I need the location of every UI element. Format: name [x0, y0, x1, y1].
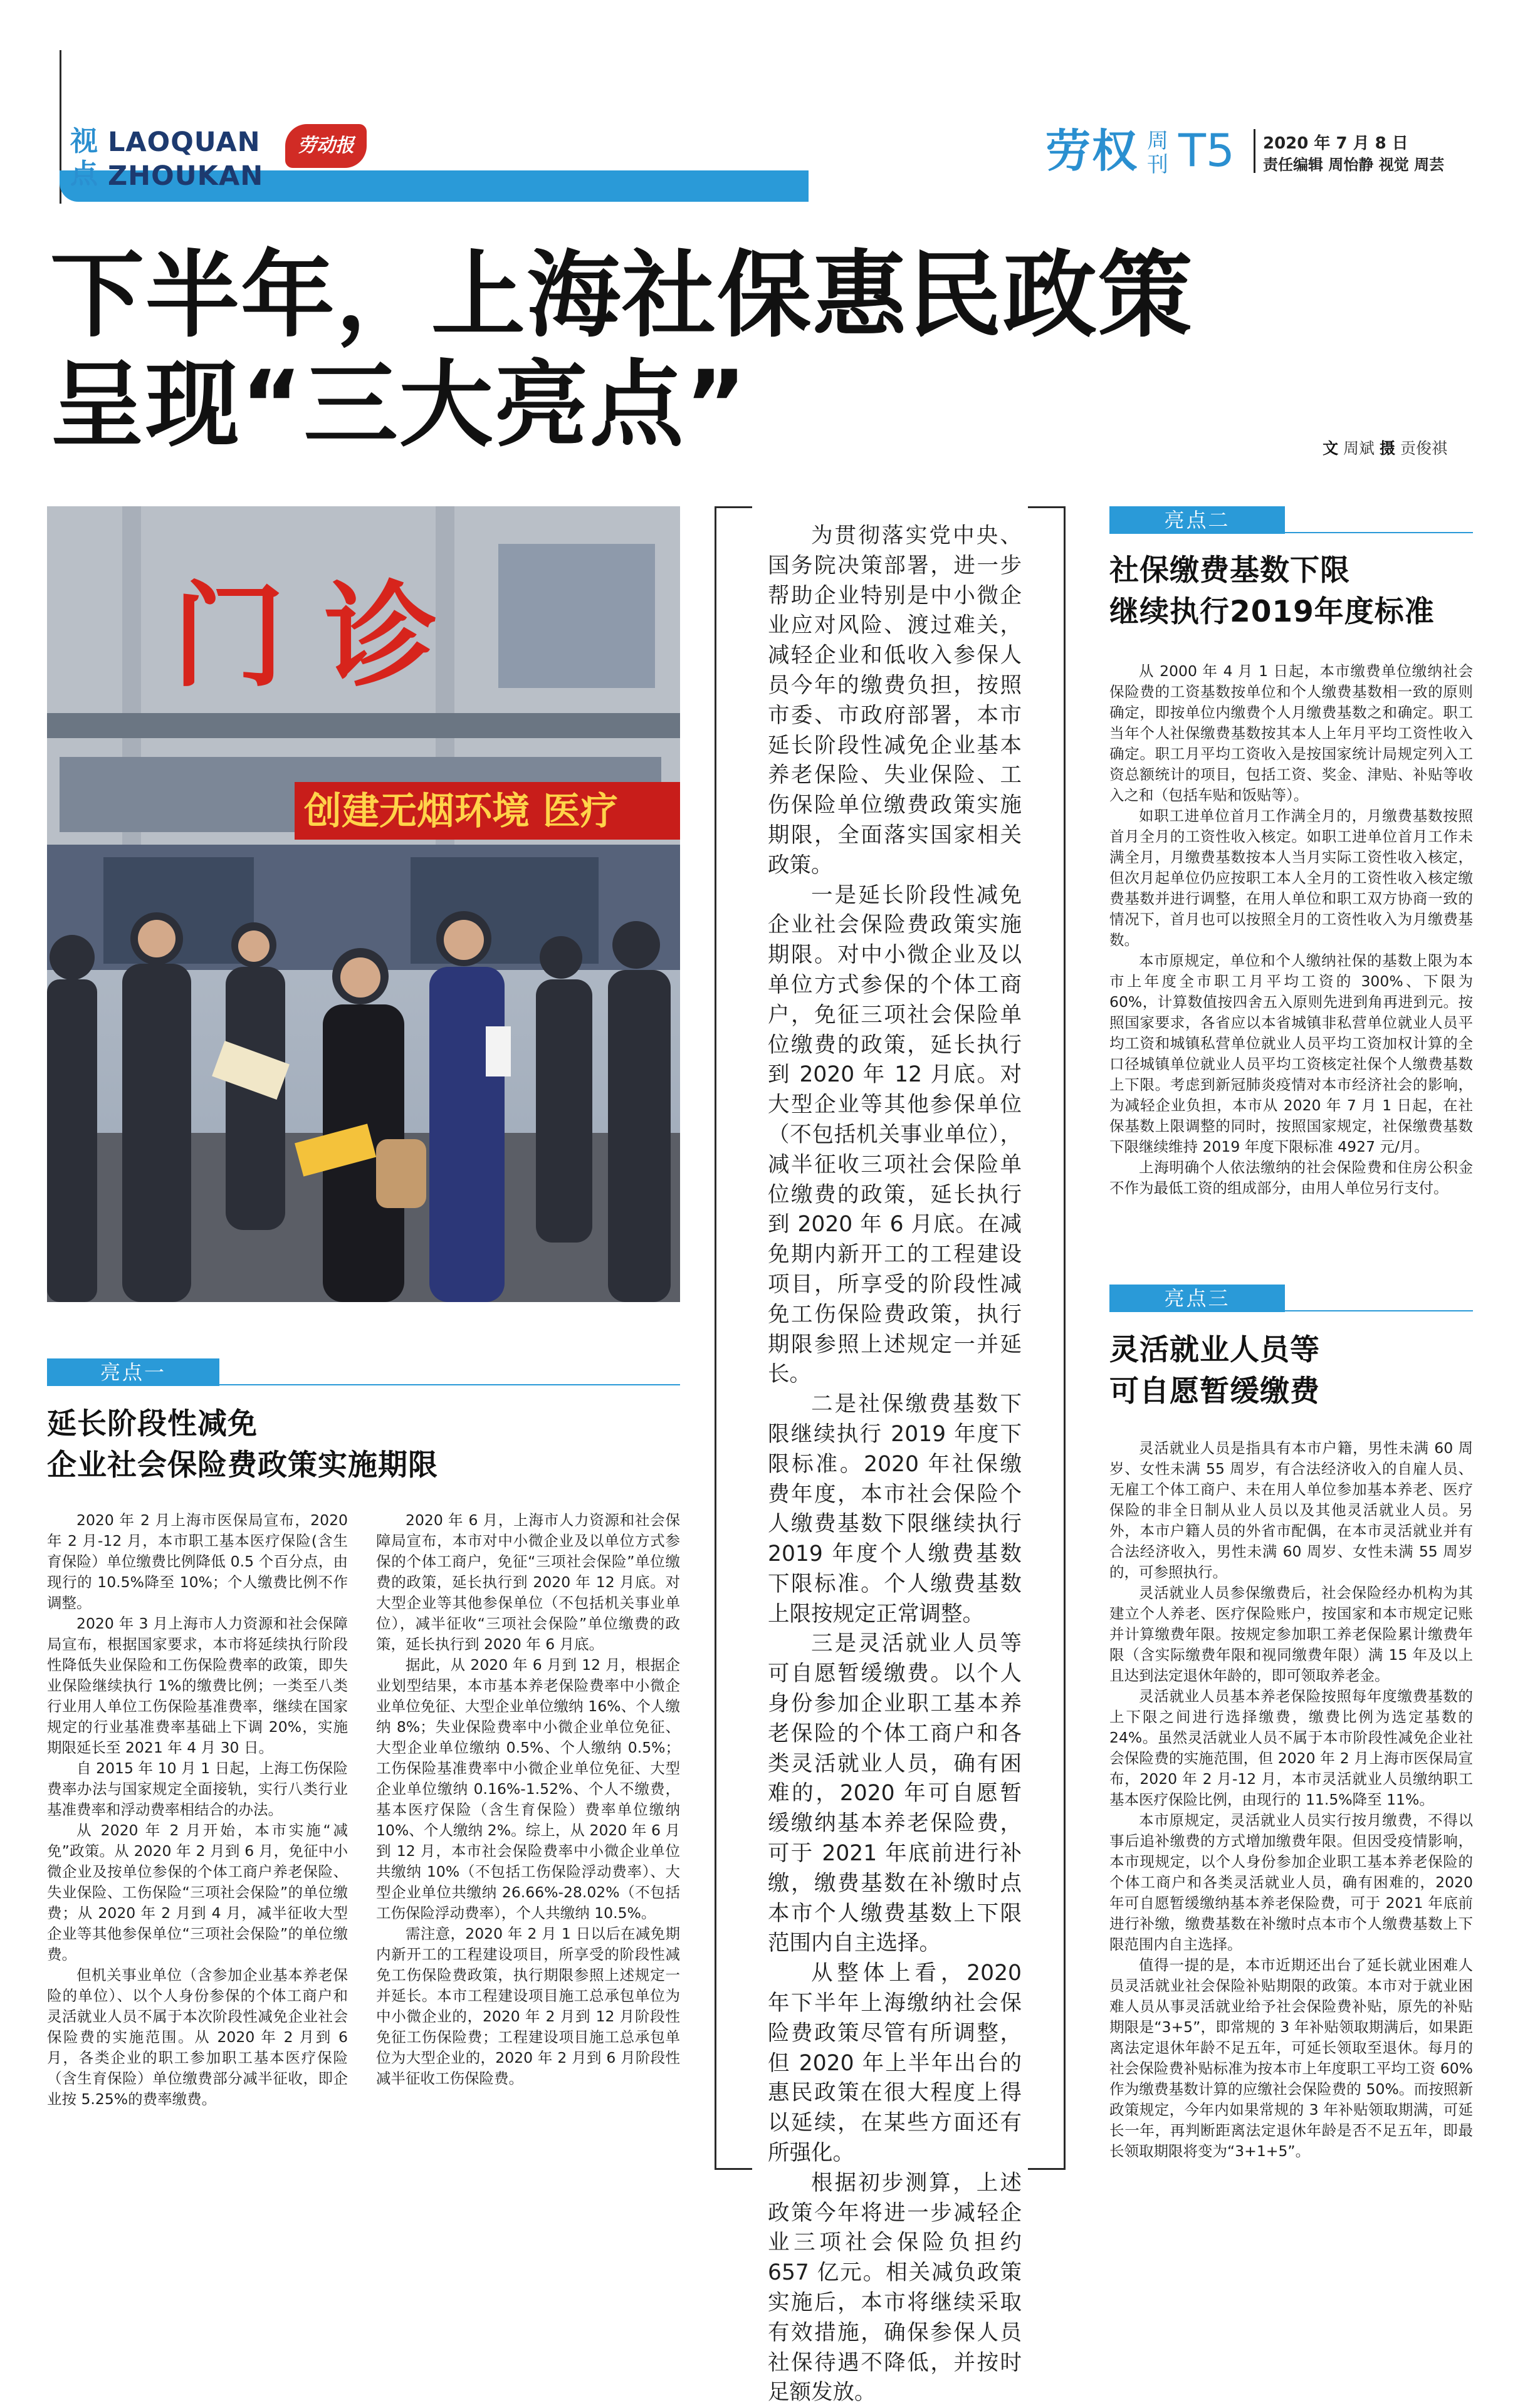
point1-paragraph: 但机关事业单位（含参加企业基本养老保险的单位）、以个人身份参保的个体工商户和灵活就业人员不属于本次阶段性减免企业社会保险费的实施范围。从 2020 年 2 月到 6 月，各类企业的职工参加职工基本医疗保险（含生育保险）单位缴费部分减半征收，即企业按 5.25%的费率缴费。	[47, 1966, 348, 2108]
point1-title	[47, 1404, 438, 1486]
point2-article	[1109, 661, 1473, 1199]
point3-article	[1109, 1438, 1473, 2162]
byline-text-author: 周斌	[1343, 439, 1375, 457]
point3-tag: 亮点三	[1109, 1285, 1285, 1312]
center-frame-right	[1064, 506, 1066, 2170]
point1-paragraph: 2020 年 6 月，上海市人力资源和社会保障局宣布，本市对中小微企业及以单位方式参保的个体工商户，免征“三项社会保险”单位缴费的政策，延长执行到 2020 年 12 月底。对大型企业等其他参保单位（不包括机关事业单位），减半征收“三项社会保险”单位缴费的政策，延长执行到 2020 年 6 月底。	[376, 1511, 680, 1653]
point2-paragraph: 从 2000 年 4 月 1 日起，本市缴费单位缴纳社会保险费的工资基数按单位和个人缴费基数相一致的原则确定，即按单位内缴费个人月缴费基数之和确定。职工当年个人社保缴费基数按其本人上年月平均工资性收入确定。职工月平均工资收入是按国家统计局规定列入工资总额统计的项目，包括工资、奖金、津贴、补贴等收入之和（包括车贴和饭贴等）。	[1109, 662, 1473, 804]
center-paragraph: 为贯彻落实党中央、国务院决策部署，进一步帮助企业特别是中小微企业应对风险、渡过难关，减轻企业和低收入参保人员今年的缴费负担，按照市委、市政府部署，本市延长阶段性减免企业基本养老保险、失业保险、工伤保险单位缴费政策实施期限，全面落实国家相关政策。	[768, 523, 1022, 878]
section-char: 视	[70, 125, 98, 157]
paper-subtitle	[1147, 129, 1172, 177]
point3-paragraph: 灵活就业人员基本养老保险按照每年度缴费基数的上下限之间进行选择缴费，缴费比例为选定基数的 24%。虽然灵活就业人员不属于本市阶段性减免企业社会保险费的实施范围，但 2020 年 2 月上海市医保局宣布，2020 年 2 月-12 月，本市灵活就业人员缴纳职工基本医疗保险比例，由现行的 11.5%降至 11%。	[1109, 1687, 1473, 1808]
point3-paragraph: 值得一提的是，本市近期还出台了延长就业困难人员灵活就业社会保险补贴期限的政策。本市对于就业困难人员从事灵活就业给予社会保险费补贴，原先的补贴期限是“3+5”，即常规的 3 年补贴领取期满后，如果距离法定退休年龄不足五年，可延长领取至退休。每月的社会保险费补贴标准为按本市上年度职工平均工资 60%作为缴费基数计算的应缴社会保险费的 50%。而按照新政策规定，今年内如果常规的 3 年补贴领取期满，可延长一年，再判断距离法定退休年龄是否不足五年，即最长领取期限将变为“3+1+5”。	[1109, 1956, 1473, 2160]
byline-photo-author: 贡俊祺	[1400, 439, 1447, 457]
point1-column-1	[47, 1510, 348, 2110]
center-article	[768, 521, 1022, 2408]
point3-title-line: 灵活就业人员等	[1109, 1333, 1320, 1367]
point2-title-line: 继续执行2019年度标准	[1109, 595, 1435, 629]
byline	[1323, 439, 1447, 459]
point2-tag-rule	[1285, 532, 1473, 533]
byline-text-label: 文	[1323, 439, 1339, 457]
news-photo	[47, 506, 680, 1302]
point2-title	[1109, 550, 1435, 633]
center-paragraph: 二是社保缴费基数下限继续执行 2019 年度下限标准。2020 年社保缴费年度，本市社会保险个人缴费基数下限继续执行 2019 年度个人缴费基数下限标准。个人缴费基数上限按规定正常调整。	[768, 1392, 1022, 1627]
headline-line: 呈现“三大亮点”	[50, 351, 748, 460]
center-frame-bottom-right	[1028, 2168, 1066, 2170]
point1-tag-rule	[219, 1384, 680, 1385]
masthead-divider	[1254, 129, 1255, 173]
point1-paragraph: 据此，从 2020 年 6 月到 12 月，根据企业划型结果，本市基本养老保险费率中小微企业单位免征、大型企业单位缴纳 16%、个人缴纳 8%；失业保险费率中小微企业单位免征、大型企业单位缴纳 0.5%、个人缴纳 0.5%；工伤保险基准费率中小微企业单位免征、大型企业单位缴纳 0.16%-1.52%、个人不缴费，基本医疗保险（含生育保险）费率单位缴纳 10%、个人缴纳 2%。综上，从 2020 年 6 月到 12 月，本市社会保险费率中小微企业单位共缴纳 10%（不包括工伤保险浮动费率）、大型企业单位共缴纳 26.66%-28.02%（不包括工伤保险浮动费率），个人共缴纳 10.5%。	[376, 1656, 680, 1922]
newspaper-logo-text: 劳动报	[298, 135, 354, 157]
photo-illustration	[47, 506, 680, 1302]
section-name-vertical	[70, 125, 99, 190]
point1-title-line: 企业社会保险费政策实施期限	[47, 1448, 438, 1483]
center-frame-left	[715, 506, 716, 2170]
point1-paragraph: 需注意，2020 年 2 月 1 日以后在减免期内新开工的工程建设项目，所享受的阶段性减免工伤保险费政策，执行期限参照上述规定一并延长。本市工程建设项目施工总承包单位为中小微企业的，2020 年 2 月到 12 月阶段性免征工伤保险费；工程建设项目施工总承包单位为大型企业的，2020 年 2 月到 6 月阶段性减半征收工伤保险费。	[376, 1925, 680, 2087]
point1-paragraph: 自 2015 年 10 月 1 日起，上海工伤保险费率办法与国家规定全面接轨，实行八类行业基准费率和浮动费率相结合的办法。	[47, 1759, 348, 1818]
point2-tag: 亮点二	[1109, 506, 1285, 534]
point2-paragraph: 本市原规定，单位和个人缴纳社保的基数上限为本市上年度全市职工月平均工资的 300%、下限为 60%，计算数值按四舍五入原则先进到角再进到元。按照国家要求，各省应以本省城镇非私营单位就业人员平均工资和城镇私营单位就业人员平均工资加权计算的全口径城镇单位就业人员平均工资核定社保个人缴费基数上下限。考虑到新冠肺炎疫情对本市经济社会的影响，为减轻企业负担，本市从 2020 年 7 月 1 日起，在社保基数上限调整的同时，按照国家规定，社保缴费基数下限继续维持 2019 年度下限标准 4927 元/月。	[1109, 952, 1473, 1155]
section-en-line: ZHOUKAN	[108, 160, 264, 192]
point3-paragraph: 灵活就业人员是指具有本市户籍，男性未满 60 周岁、女性未满 55 周岁，有合法经济收入的自雇人员、无雇工个体工商户、未在用人单位参加基本养老、医疗保险的非全日制从业人员以及其他灵活就业人员。另外，本市户籍人员的外省市配偶，在本市灵活就业并有合法经济收入，男性未满 60 周岁、女性未满 55 周岁的，可参照执行。	[1109, 1439, 1473, 1581]
point3-paragraph: 本市原规定，灵活就业人员实行按月缴费，不得以事后追补缴费的方式增加缴费年限。但因受疫情影响，本市现规定，以个人身份参加企业职工基本养老保险的个体工商户和各类灵活就业人员，确有困难的，2020 年可自愿暂缓缴纳基本养老保险费，可于 2021 年底前进行补缴，缴费基数在补缴时点本市个人缴费基数上下限范围内自主选择。	[1109, 1811, 1473, 1953]
section-en-line: LAOQUAN	[108, 127, 261, 158]
point2-paragraph: 上海明确个人依法缴纳的社会保险费和住房公积金不作为最低工资的组成部分，由用人单位另行支付。	[1109, 1159, 1473, 1197]
center-frame-top-right	[1028, 506, 1066, 508]
paper-sub-char: 周	[1147, 128, 1168, 154]
point2-paragraph: 如职工进单位首月工作满全月的，月缴费基数按照首月全月的工资性收入核定。如职工进单位首月工作未满全月，月缴费基数按本人当月实际工资性收入核定，但次月起单位仍应按职工本人全月的工资性收入核定缴费基数并进行调整，在用人单位和职工双方协商一致的情况下，首月也可以按照全月的工资性收入为月缴费基数。	[1109, 807, 1473, 949]
center-paragraph: 根据初步测算，上述政策今年将进一步减轻企业三项社会保险负担约 657 亿元。相关减负政策实施后，本市将继续采取有效措施，确保参保人员社保待遇不降低，并按时足额发放。	[768, 2170, 1022, 2405]
center-frame-top-left	[715, 506, 752, 508]
paper-sub-char: 刊	[1147, 152, 1168, 177]
point1-column-2	[376, 1510, 680, 2089]
point1-tag: 亮点一	[47, 1358, 219, 1386]
point1-title-line: 延长阶段性减免	[47, 1407, 258, 1441]
paper-name: 劳权	[1045, 125, 1139, 177]
point3-title-line: 可自愿暂缓缴费	[1109, 1374, 1320, 1409]
issue-editors: 责任编辑 周怡静 视觉 周芸	[1263, 156, 1445, 174]
center-frame-bottom-left	[715, 2168, 752, 2170]
point1-paragraph: 2020 年 3 月上海市人力资源和社会保障局宣布，根据国家要求，本市将延续执行阶段性降低失业保险和工伤保险费率的政策，即失业保险继续执行 1%的缴费比例；一类至八类行业用人单位工伤保险基准费率，继续在国家规定的行业基准费率基础上下调 20%，实施期限延长至 2021 年 4 月 30 日。	[47, 1615, 348, 1756]
photo-banner-text: 创建无烟环境 医疗	[304, 790, 618, 833]
byline-photo-label: 摄	[1380, 439, 1396, 457]
center-paragraph: 从整体上看，2020 年下半年上海缴纳社会保险费政策尽管有所调整，但 2020 年上半年出台的惠民政策在很大程度上得以延续，在某些方面还有所强化。	[768, 1961, 1022, 2166]
center-paragraph: 三是灵活就业人员等可自愿暂缓缴费。以个人身份参加企业职工基本养老保险的个体工商户和各类灵活就业人员，确有困难的，2020 年可自愿暂缓缴纳基本养老保险费，可于 2021 年底前进行补缴，缴费基数在补缴时点本市个人缴费基数上下限范围内自主选择。	[768, 1631, 1022, 1956]
page-code: T5	[1178, 124, 1235, 177]
section-char: 点	[70, 158, 98, 190]
point3-title	[1109, 1330, 1320, 1412]
headline	[50, 241, 1429, 461]
center-paragraph: 一是延长阶段性减免企业社会保险费政策实施期限。对中小微企业及以单位方式参保的个体工商户，免征三项社会保险单位缴费的政策，延长执行到 2020 年 12 月底。对大型企业等其他参保单位（不包括机关事业单位），减半征收三项社会保险单位缴费的政策，延长执行到 2020 年 6 月底。在减免期内新开工的工程建设项目，所享受的阶段性减免工伤保险费政策，执行期限参照上述规定一并延长。	[768, 882, 1022, 1387]
headline-line: 下半年，上海社保惠民政策	[50, 241, 1194, 350]
point2-title-line: 社保缴费基数下限	[1109, 553, 1350, 588]
point1-paragraph: 从 2020 年 2 月开始，本市实施“减免”政策。从 2020 年 2 月到 6 月，免征中小微企业及按单位参保的个体工商户养老保险、失业保险、工伤保险“三项社会保险”的单位缴费；从 2020 年 2 月到 4 月，减半征收大型企业等其他参保单位“三项社会保险”的单位缴费。	[47, 1822, 348, 1963]
issue-date: 2020 年 7 月 8 日	[1263, 134, 1408, 153]
section-name-english	[108, 125, 263, 193]
newspaper-logo	[285, 124, 367, 168]
point3-tag-rule	[1285, 1310, 1473, 1311]
point1-paragraph: 2020 年 2 月上海市医保局宣布，2020 年 2 月-12 月，本市职工基本医疗保险(含生育保险）单位缴费比例降低 0.5 个百分点，由现行的 10.5%降至 10%；个人缴费比例不作调整。	[47, 1511, 348, 1612]
photo-sign-text: 门 诊	[172, 570, 437, 702]
point3-paragraph: 灵活就业人员参保缴费后，社会保险经办机构为其建立个人养老、医疗保险账户，按国家和本市规定记账并计算缴费年限。按规定参加职工养老保险累计缴费年限（含实际缴费年限和视同缴费年限）满 15 年及以上且达到法定退休年龄的，即可领取养老金。	[1109, 1584, 1473, 1684]
